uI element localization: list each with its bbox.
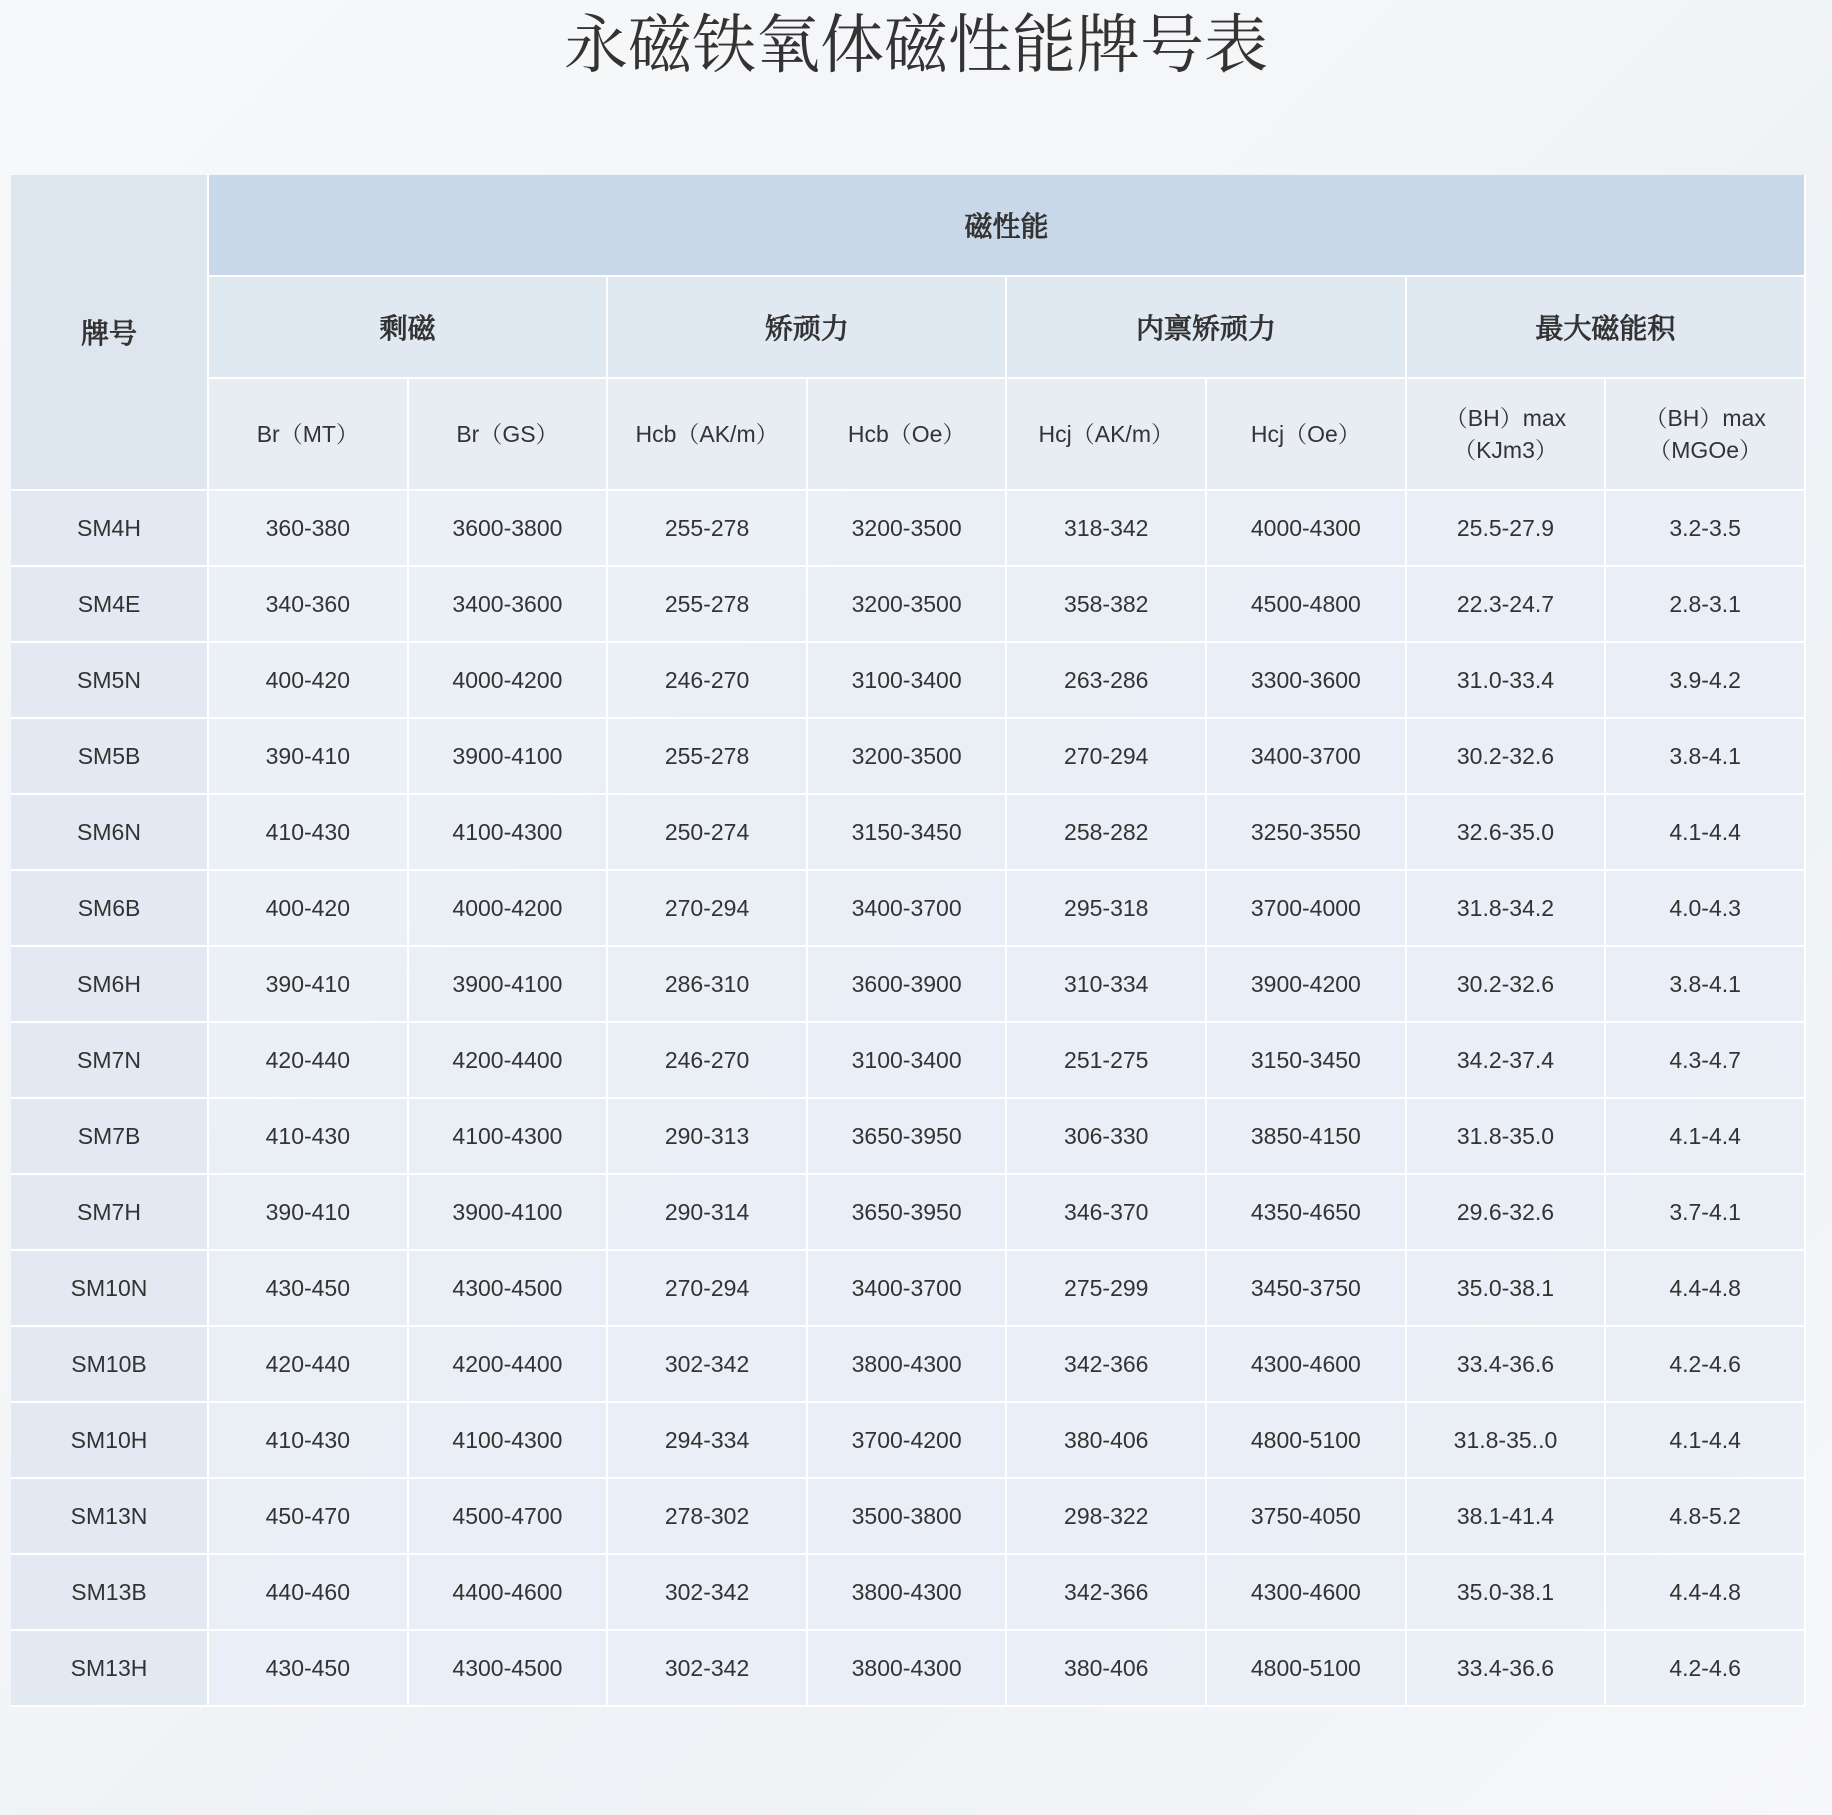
- table-cell: 302-342: [608, 1555, 808, 1631]
- page-title: 永磁铁氧体磁性能牌号表: [564, 9, 1268, 83]
- table-cell: 390-410: [209, 719, 409, 795]
- table-cell: 4200-4400: [409, 1327, 609, 1403]
- table-cell: 31.0-33.4: [1407, 643, 1607, 719]
- table-cell: 450-470: [209, 1479, 409, 1555]
- brand-cell: SM6N: [11, 795, 209, 871]
- table-cell: 4350-4650: [1207, 1175, 1407, 1251]
- table-cell: 4000-4200: [409, 643, 609, 719]
- table-cell: 4400-4600: [409, 1555, 609, 1631]
- table-row: [11, 871, 1806, 947]
- table-cell: 4300-4500: [409, 1251, 609, 1327]
- table-row: [11, 1023, 1806, 1099]
- table-cell: 430-450: [209, 1631, 409, 1707]
- column-header: [1407, 379, 1607, 491]
- table-cell: 3900-4100: [409, 1175, 609, 1251]
- table-row: [11, 567, 1806, 643]
- header-group-remanence: 剩磁: [209, 277, 608, 379]
- table-cell: 2.8-3.1: [1606, 567, 1806, 643]
- table-cell: 4100-4300: [409, 1403, 609, 1479]
- table-cell: 270-294: [608, 871, 808, 947]
- table-cell: 3400-3700: [808, 1251, 1008, 1327]
- table-row: [11, 1099, 1806, 1175]
- table-cell: 295-318: [1007, 871, 1207, 947]
- table-cell: 306-330: [1007, 1099, 1207, 1175]
- table-cell: 3600-3900: [808, 947, 1008, 1023]
- table-cell: 263-286: [1007, 643, 1207, 719]
- column-header: Hcj（AK/m）: [1007, 379, 1207, 491]
- table-cell: 3100-3400: [808, 643, 1008, 719]
- table-cell: 246-270: [608, 1023, 808, 1099]
- table-row: [11, 1251, 1806, 1327]
- brand-cell: SM5N: [11, 643, 209, 719]
- table-cell: 380-406: [1007, 1631, 1207, 1707]
- table-cell: 342-366: [1007, 1555, 1207, 1631]
- table-cell: 3.9-4.2: [1606, 643, 1806, 719]
- table-cell: 430-450: [209, 1251, 409, 1327]
- table-row: [11, 1555, 1806, 1631]
- brand-cell: SM13N: [11, 1479, 209, 1555]
- table-cell: 25.5-27.9: [1407, 491, 1607, 567]
- table-cell: 302-342: [608, 1631, 808, 1707]
- column-header: Br（MT）: [209, 379, 409, 491]
- table-cell: 290-314: [608, 1175, 808, 1251]
- column-header: Hcb（AK/m）: [608, 379, 808, 491]
- table-cell: 380-406: [1007, 1403, 1207, 1479]
- table-cell: 255-278: [608, 491, 808, 567]
- table-cell: 31.8-35.0: [1407, 1099, 1607, 1175]
- brand-cell: SM7H: [11, 1175, 209, 1251]
- table-cell: 286-310: [608, 947, 808, 1023]
- table-cell: 31.8-34.2: [1407, 871, 1607, 947]
- table-cell: 290-313: [608, 1099, 808, 1175]
- column-header: Br（GS）: [409, 379, 609, 491]
- table-cell: 32.6-35.0: [1407, 795, 1607, 871]
- table-cell: 3450-3750: [1207, 1251, 1407, 1327]
- table-cell: 4.2-4.6: [1606, 1631, 1806, 1707]
- brand-cell: SM4H: [11, 491, 209, 567]
- table-cell: 410-430: [209, 795, 409, 871]
- table-cell: 270-294: [1007, 719, 1207, 795]
- table-cell: 390-410: [209, 947, 409, 1023]
- table-cell: 30.2-32.6: [1407, 947, 1607, 1023]
- table-cell: 3250-3550: [1207, 795, 1407, 871]
- table-row: [11, 719, 1806, 795]
- table-cell: 3900-4200: [1207, 947, 1407, 1023]
- table-cell: 22.3-24.7: [1407, 567, 1607, 643]
- table-cell: 346-370: [1007, 1175, 1207, 1251]
- column-header: [1606, 379, 1806, 491]
- brand-cell: SM6H: [11, 947, 209, 1023]
- table-body: [11, 491, 1806, 1707]
- table-row: [11, 947, 1806, 1023]
- table-cell: 4200-4400: [409, 1023, 609, 1099]
- table-cell: 4.1-4.4: [1606, 795, 1806, 871]
- table-cell: 38.1-41.4: [1407, 1479, 1607, 1555]
- table-cell: 33.4-36.6: [1407, 1327, 1607, 1403]
- brand-cell: SM6B: [11, 871, 209, 947]
- table-cell: 3.7-4.1: [1606, 1175, 1806, 1251]
- table-cell: 3650-3950: [808, 1099, 1008, 1175]
- table-row: [11, 1403, 1806, 1479]
- table-row: [11, 1327, 1806, 1403]
- brand-cell: SM10N: [11, 1251, 209, 1327]
- brand-cell: SM10H: [11, 1403, 209, 1479]
- table-cell: 318-342: [1007, 491, 1207, 567]
- table-cell: 3100-3400: [808, 1023, 1008, 1099]
- table-cell: 358-382: [1007, 567, 1207, 643]
- table-row: [11, 491, 1806, 567]
- brand-cell: SM5B: [11, 719, 209, 795]
- table-cell: 3900-4100: [409, 947, 609, 1023]
- table-cell: 258-282: [1007, 795, 1207, 871]
- brand-cell: SM4E: [11, 567, 209, 643]
- table-cell: 4.8-5.2: [1606, 1479, 1806, 1555]
- header-magnetic: 磁性能: [209, 175, 1806, 277]
- table-cell: 4300-4500: [409, 1631, 609, 1707]
- table-cell: 440-460: [209, 1555, 409, 1631]
- table-cell: 246-270: [608, 643, 808, 719]
- table-cell: 340-360: [209, 567, 409, 643]
- header-group-max-energy: 最大磁能积: [1407, 277, 1806, 379]
- table-cell: 251-275: [1007, 1023, 1207, 1099]
- column-header-line: （KJm3）: [1453, 437, 1558, 463]
- table-cell: 410-430: [209, 1403, 409, 1479]
- table-cell: 4.1-4.4: [1606, 1403, 1806, 1479]
- table-cell: 4500-4800: [1207, 567, 1407, 643]
- table-cell: 4.2-4.6: [1606, 1327, 1806, 1403]
- table-cell: 3400-3700: [808, 871, 1008, 947]
- column-header: Hcj（Oe）: [1207, 379, 1407, 491]
- table-cell: 3600-3800: [409, 491, 609, 567]
- table-cell: 34.2-37.4: [1407, 1023, 1607, 1099]
- table-cell: 4300-4600: [1207, 1327, 1407, 1403]
- table-cell: 4.0-4.3: [1606, 871, 1806, 947]
- header-brand: 牌号: [11, 175, 209, 491]
- table-cell: 3900-4100: [409, 719, 609, 795]
- table-cell: 4.4-4.8: [1606, 1555, 1806, 1631]
- table-cell: 3800-4300: [808, 1555, 1008, 1631]
- table-cell: 30.2-32.6: [1407, 719, 1607, 795]
- table-cell: 3500-3800: [808, 1479, 1008, 1555]
- table-cell: 3850-4150: [1207, 1099, 1407, 1175]
- table-cell: 360-380: [209, 491, 409, 567]
- table-cell: 3.8-4.1: [1606, 719, 1806, 795]
- table-cell: 302-342: [608, 1327, 808, 1403]
- table-cell: 255-278: [608, 567, 808, 643]
- table-cell: 3400-3700: [1207, 719, 1407, 795]
- table-cell: 4800-5100: [1207, 1403, 1407, 1479]
- table-cell: 3300-3600: [1207, 643, 1407, 719]
- table-cell: 420-440: [209, 1023, 409, 1099]
- table-cell: 298-322: [1007, 1479, 1207, 1555]
- table-cell: 3200-3500: [808, 719, 1008, 795]
- table-cell: 3750-4050: [1207, 1479, 1407, 1555]
- table-cell: 3200-3500: [808, 567, 1008, 643]
- header-group-intrinsic-coercivity: 内禀矫顽力: [1007, 277, 1406, 379]
- table-cell: 3.8-4.1: [1606, 947, 1806, 1023]
- brand-cell: SM13H: [11, 1631, 209, 1707]
- table-cell: 3800-4300: [808, 1327, 1008, 1403]
- spec-table: [11, 175, 1806, 1707]
- table-cell: 250-274: [608, 795, 808, 871]
- header-group-coercivity: 矫顽力: [608, 277, 1007, 379]
- table-header: [11, 175, 1806, 491]
- table-cell: 3700-4000: [1207, 871, 1407, 947]
- table-cell: 35.0-38.1: [1407, 1555, 1607, 1631]
- table-row: [11, 1479, 1806, 1555]
- table-cell: 310-334: [1007, 947, 1207, 1023]
- column-header-line: （BH）max: [1644, 405, 1766, 431]
- table-cell: 3200-3500: [808, 491, 1008, 567]
- table-cell: 3800-4300: [808, 1631, 1008, 1707]
- table-cell: 35.0-38.1: [1407, 1251, 1607, 1327]
- table-cell: 294-334: [608, 1403, 808, 1479]
- table-cell: 33.4-36.6: [1407, 1631, 1607, 1707]
- brand-cell: SM10B: [11, 1327, 209, 1403]
- table-cell: 4100-4300: [409, 795, 609, 871]
- table-cell: 400-420: [209, 643, 409, 719]
- table-cell: 4000-4300: [1207, 491, 1407, 567]
- table-cell: 270-294: [608, 1251, 808, 1327]
- table-cell: 4.3-4.7: [1606, 1023, 1806, 1099]
- table-row: [11, 1175, 1806, 1251]
- table-cell: 255-278: [608, 719, 808, 795]
- table-cell: 410-430: [209, 1099, 409, 1175]
- brand-cell: SM7B: [11, 1099, 209, 1175]
- brand-cell: SM13B: [11, 1555, 209, 1631]
- table-cell: 400-420: [209, 871, 409, 947]
- table-cell: 3150-3450: [808, 795, 1008, 871]
- table-cell: 4000-4200: [409, 871, 609, 947]
- table-cell: 3.2-3.5: [1606, 491, 1806, 567]
- table-cell: 342-366: [1007, 1327, 1207, 1403]
- table-cell: 4.1-4.4: [1606, 1099, 1806, 1175]
- table-cell: 31.8-35..0: [1407, 1403, 1607, 1479]
- table-cell: 4500-4700: [409, 1479, 609, 1555]
- table-cell: 278-302: [608, 1479, 808, 1555]
- table-cell: 390-410: [209, 1175, 409, 1251]
- table-row: [11, 1631, 1806, 1707]
- table-cell: 29.6-32.6: [1407, 1175, 1607, 1251]
- table-row: [11, 643, 1806, 719]
- column-header-line: （BH）max: [1444, 405, 1567, 431]
- table-cell: 3150-3450: [1207, 1023, 1407, 1099]
- table-cell: 4.4-4.8: [1606, 1251, 1806, 1327]
- table-cell: 3650-3950: [808, 1175, 1008, 1251]
- table-cell: 275-299: [1007, 1251, 1207, 1327]
- table-cell: 4300-4600: [1207, 1555, 1407, 1631]
- column-header: Hcb（Oe）: [808, 379, 1008, 491]
- table-cell: 4800-5100: [1207, 1631, 1407, 1707]
- table-cell: 420-440: [209, 1327, 409, 1403]
- table-row: [11, 795, 1806, 871]
- table-cell: 4100-4300: [409, 1099, 609, 1175]
- table-cell: 3700-4200: [808, 1403, 1008, 1479]
- table-cell: 3400-3600: [409, 567, 609, 643]
- brand-cell: SM7N: [11, 1023, 209, 1099]
- column-header-line: （MGOe）: [1648, 437, 1762, 463]
